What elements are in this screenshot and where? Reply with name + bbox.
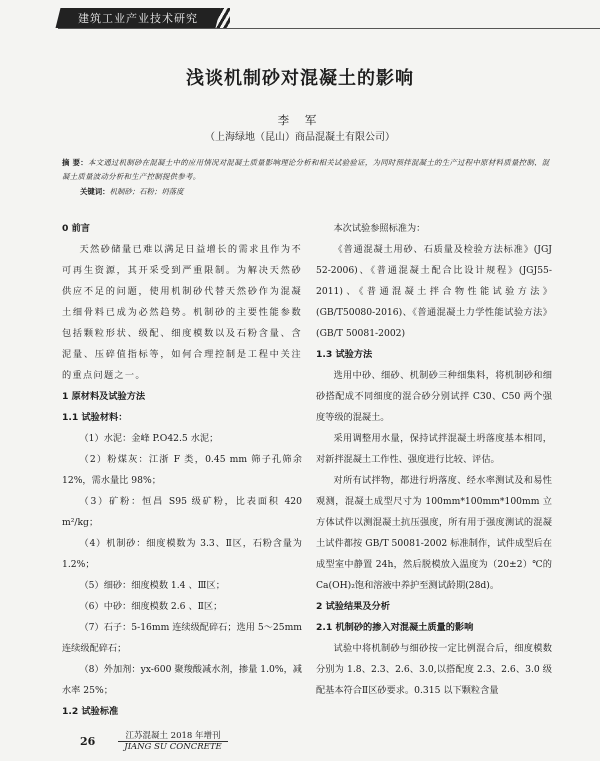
material-item: （5）细砂：细度模数 1.4 、Ⅲ区；: [79, 580, 225, 591]
material-item: （1）水泥：金峰 P.O42.5 水泥；: [79, 433, 219, 444]
keywords-text: 机制砂；石粉；坍落度: [109, 187, 184, 196]
left-column: [62, 218, 302, 722]
keywords: [80, 186, 540, 197]
abstract-text: 本文通过机制砂在混凝土中的应用情况对混凝土质量影响理论分析和相关试验验证，为同时预拌混凝土的生产过程中原材料质量控制、混凝土质量波动分析和生产控制提供参考。: [62, 158, 550, 181]
journal-section-banner: [56, 8, 221, 28]
section-heading-2: 2 试验结果及分析: [316, 601, 390, 612]
author-affiliation: （上海绿地（昆山）商品混凝土有限公司）: [205, 132, 395, 143]
journal-name-cn: 江苏混凝土 2018 年增刊: [125, 731, 221, 741]
banner-text: 建筑工业产业技术研究: [78, 12, 198, 25]
standards-paragraph: 《普通混凝土用砂、石质量及检验方法标准》(JGJ 52-2006)、《普通混凝土配合比设计规程》(JGJ55-2011)、《普通混凝土拌合物性能试验方法》(GB/T50080-2016)、《普通混凝土力学性能试验方法》(GB/T 50081-2002): [316, 244, 552, 339]
header-rule: [58, 28, 600, 29]
paragraph: 本次试验参照标准为：: [333, 223, 426, 234]
material-item: （3）矿粉：恒昌 S95 级矿粉，比表面积 420 m²/kg；: [62, 496, 302, 528]
section-heading-2-1: 2.1 机制砂的掺入对混凝土质量的影响: [316, 622, 474, 633]
section-heading-1-2: 1.2 试验标准: [62, 706, 119, 717]
section-heading-0: 0 前言: [62, 223, 90, 234]
right-column: [316, 218, 552, 701]
keywords-label: 关键词：: [80, 187, 110, 196]
section-heading-1-1: 1.1 试验材料：: [62, 412, 128, 423]
material-item: （7）石子：5-16mm 连续级配碎石；选用 5～25mm 连续级配碎石；: [62, 622, 302, 654]
paragraph: 对所有试拌物，都进行坍落度、经水率测试及和易性观测，混凝土成型尺寸为 100mm*100mm*100mm 立方体试件以测混凝土抗压强度，所有用于强度测试的混凝土试件都按 GB/T 50081-2002 标准制作，试件成型后在成型室中静置 24h，然后脱模放入温度为（20±2）℃的 Ca(OH)₂饱和溶液中养护至测试龄期(28d)。: [316, 475, 552, 591]
paragraph: 试验中将机制砂与细砂按一定比例混合后，细度模数分别为 1.8、2.3、2.6、3.0,以搭配度 2.3、2.6、3.0 级配基本符合Ⅱ区砂要求。0.315 以下颗粒含量: [316, 643, 552, 696]
abstract-label: 摘 要：: [62, 158, 88, 167]
paragraph: 采用调整用水量，保持试拌混凝土坍落度基本相同，对新拌混凝土工作性、强度进行比较、评估。: [316, 433, 552, 465]
abstract: [62, 156, 552, 184]
banner-stripes-decoration: [200, 8, 230, 28]
paragraph: 选用中砂、细砂、机制砂三种细集料，将机制砂和细砂搭配成不同细度的混合砂分别试拌 C30、C50 两个强度等级的混凝土。: [316, 370, 552, 423]
section-heading-1-3: 1.3 试验方法: [316, 349, 373, 360]
page-number: 26: [80, 735, 96, 748]
article-title: 浅谈机制砂对混凝土的影响: [186, 68, 414, 89]
material-item: （4）机制砂：细度模数为 3.3、Ⅱ区，石粉含量为 1.2%；: [62, 538, 302, 570]
material-item: （2）粉煤灰：江浙 F 类，0.45 mm 筛子孔筛余 12%，需水量比 98%；: [62, 454, 302, 486]
material-item: （8）外加剂：yx-600 聚羧酸减水剂，掺量 1.0%，减水率 25%；: [62, 664, 302, 696]
intro-paragraph: 天然砂储量已难以满足日益增长的需求且作为不可再生资源，其开采受到严重限制。为解决天然砂供应不足的问题，使用机制砂代替天然砂作为混凝土细骨料已成为必然趋势。机制砂的主要性能参数包括颗粒形状、级配、细度模数以及石粉含量、含泥量、压碎值指标等，如何合理控制是工程中关注的重点问题之一。: [62, 244, 302, 381]
material-item: （6）中砂：细度模数 2.6 、Ⅱ区；: [79, 601, 223, 612]
section-heading-1: 1 原材料及试验方法: [62, 391, 146, 402]
journal-name-en: JIANG SU CONCRETE: [124, 742, 222, 752]
article-author: 李 军: [277, 113, 323, 127]
